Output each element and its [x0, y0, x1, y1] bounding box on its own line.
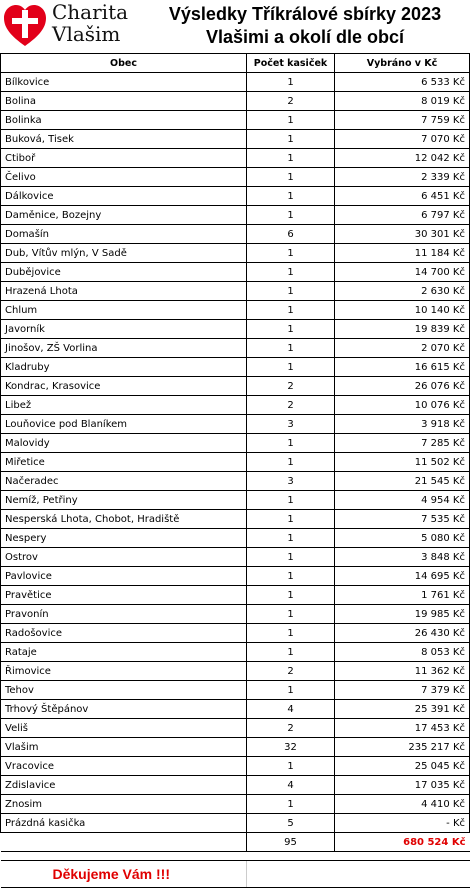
cell-obec: Čelivo — [1, 168, 247, 187]
cell-obec: Javorník — [1, 320, 247, 339]
cell-vybrano: 19 985 Kč — [335, 605, 470, 624]
cell-obec: Pravonín — [1, 605, 247, 624]
cell-vybrano: 11 184 Kč — [335, 244, 470, 263]
cell-obec: Chlum — [1, 301, 247, 320]
table-row — [1, 453, 470, 472]
table-row — [1, 795, 470, 814]
cell-vybrano: 7 759 Kč — [335, 111, 470, 130]
table-row — [1, 738, 470, 757]
cell-obec: Nesperská Lhota, Chobot, Hradiště — [1, 510, 247, 529]
table-row — [1, 111, 470, 130]
total-label-cell — [1, 833, 247, 852]
cell-pocet: 2 — [247, 377, 335, 396]
cell-vybrano: 2 339 Kč — [335, 168, 470, 187]
cell-obec: Vracovice — [1, 757, 247, 776]
cell-vybrano: 10 076 Kč — [335, 396, 470, 415]
cell-pocet: 1 — [247, 187, 335, 206]
cell-obec: Nemíž, Petřiny — [1, 491, 247, 510]
table-body — [1, 73, 470, 833]
table-row — [1, 130, 470, 149]
title-line-2: Vlašimi a okolí dle obcí — [205, 27, 405, 47]
table-row — [1, 662, 470, 681]
cell-pocet: 1 — [247, 130, 335, 149]
cell-obec: Bolina — [1, 92, 247, 111]
cell-pocet: 1 — [247, 757, 335, 776]
thanks-empty-cell — [335, 861, 470, 888]
cell-vybrano: 8 053 Kč — [335, 643, 470, 662]
cell-obec: Ctiboř — [1, 149, 247, 168]
cell-vybrano: 17 035 Kč — [335, 776, 470, 795]
cell-vybrano: 7 535 Kč — [335, 510, 470, 529]
cell-obec: Bolinka — [1, 111, 247, 130]
cell-obec: Kladruby — [1, 358, 247, 377]
cell-vybrano: 7 285 Kč — [335, 434, 470, 453]
cell-pocet: 1 — [247, 168, 335, 187]
table-row — [1, 491, 470, 510]
cell-pocet: 1 — [247, 681, 335, 700]
charita-logo-icon — [3, 4, 47, 48]
cell-pocet: 1 — [247, 282, 335, 301]
table-row — [1, 282, 470, 301]
cell-pocet: 1 — [247, 301, 335, 320]
table-row — [1, 301, 470, 320]
cell-obec: Pavlovice — [1, 567, 247, 586]
cell-vybrano: 16 615 Kč — [335, 358, 470, 377]
cell-vybrano: 3 918 Kč — [335, 415, 470, 434]
cell-obec: Rataje — [1, 643, 247, 662]
thanks-row — [1, 861, 470, 888]
header-pocet: Počet kasiček — [247, 54, 335, 73]
total-row — [1, 833, 470, 852]
table-row — [1, 586, 470, 605]
results-table — [0, 53, 470, 888]
cell-pocet: 1 — [247, 548, 335, 567]
cell-vybrano: 26 076 Kč — [335, 377, 470, 396]
cell-vybrano: 25 391 Kč — [335, 700, 470, 719]
cell-pocet: 1 — [247, 453, 335, 472]
cell-pocet: 4 — [247, 700, 335, 719]
table-row — [1, 168, 470, 187]
cell-obec: Dálkovice — [1, 187, 247, 206]
title-line-1: Výsledky Tříkrálové sbírky 2023 — [168, 4, 442, 24]
cell-obec: Louňovice pod Blaníkem — [1, 415, 247, 434]
cell-pocet: 1 — [247, 567, 335, 586]
cell-vybrano: 17 453 Kč — [335, 719, 470, 738]
cell-vybrano: 5 080 Kč — [335, 529, 470, 548]
cell-pocet: 5 — [247, 814, 335, 833]
cell-vybrano: 2 630 Kč — [335, 282, 470, 301]
table-row — [1, 719, 470, 738]
cell-vybrano: 11 362 Kč — [335, 662, 470, 681]
cell-vybrano: 7 379 Kč — [335, 681, 470, 700]
cell-pocet: 1 — [247, 358, 335, 377]
cell-pocet: 1 — [247, 510, 335, 529]
cell-pocet: 3 — [247, 415, 335, 434]
table-row — [1, 415, 470, 434]
cell-pocet: 1 — [247, 206, 335, 225]
table-row — [1, 225, 470, 244]
cell-obec: Nespery — [1, 529, 247, 548]
cell-pocet: 1 — [247, 339, 335, 358]
cell-vybrano: 7 070 Kč — [335, 130, 470, 149]
table-header-row — [1, 54, 470, 73]
cell-vybrano: 3 848 Kč — [335, 548, 470, 567]
cell-obec: Načeradec — [1, 472, 247, 491]
total-count: 95 — [247, 833, 335, 852]
spacer-row — [1, 852, 470, 861]
cell-pocet: 1 — [247, 111, 335, 130]
cell-obec: Prázdná kasička — [1, 814, 247, 833]
cell-vybrano: 6 797 Kč — [335, 206, 470, 225]
cell-vybrano: 2 070 Kč — [335, 339, 470, 358]
cell-vybrano: 26 430 Kč — [335, 624, 470, 643]
cell-obec: Buková, Tisek — [1, 130, 247, 149]
cell-obec: Dubějovice — [1, 263, 247, 282]
cell-pocet: 1 — [247, 320, 335, 339]
table-row — [1, 681, 470, 700]
cell-vybrano: 10 140 Kč — [335, 301, 470, 320]
cell-pocet: 3 — [247, 472, 335, 491]
table-row — [1, 396, 470, 415]
cell-obec: Malovidy — [1, 434, 247, 453]
cell-obec: Pravětice — [1, 586, 247, 605]
cell-vybrano: 1 761 Kč — [335, 586, 470, 605]
cell-obec: Libež — [1, 396, 247, 415]
cell-pocet: 2 — [247, 719, 335, 738]
cell-pocet: 1 — [247, 529, 335, 548]
table-row — [1, 377, 470, 396]
header-obec: Obec — [1, 54, 247, 73]
thanks-message: Děkujeme Vám !!! — [52, 866, 170, 882]
cell-obec: Ostrov — [1, 548, 247, 567]
thanks-empty-cell — [247, 861, 335, 888]
table-row — [1, 814, 470, 833]
table-row — [1, 624, 470, 643]
cell-obec: Tehov — [1, 681, 247, 700]
table-row — [1, 567, 470, 586]
table-row — [1, 244, 470, 263]
cell-vybrano: 6 451 Kč — [335, 187, 470, 206]
cell-pocet: 1 — [247, 605, 335, 624]
cell-obec: Jinošov, ZŠ Vorlina — [1, 339, 247, 358]
cell-pocet: 32 — [247, 738, 335, 757]
cell-obec: Dub, Vítův mlýn, V Sadě — [1, 244, 247, 263]
cell-obec: Znosim — [1, 795, 247, 814]
table-row — [1, 529, 470, 548]
cell-pocet: 1 — [247, 73, 335, 92]
page-header — [0, 0, 470, 52]
brand-line-2: Vlašim — [52, 22, 121, 46]
cell-obec: Miřetice — [1, 453, 247, 472]
cell-vybrano: 4 954 Kč — [335, 491, 470, 510]
table-row — [1, 339, 470, 358]
cell-vybrano: 11 502 Kč — [335, 453, 470, 472]
table-row — [1, 149, 470, 168]
table-row — [1, 700, 470, 719]
cell-pocet: 2 — [247, 662, 335, 681]
cell-obec: Veliš — [1, 719, 247, 738]
table-row — [1, 757, 470, 776]
cell-vybrano: 14 695 Kč — [335, 567, 470, 586]
cell-pocet: 1 — [247, 263, 335, 282]
cell-vybrano: 4 410 Kč — [335, 795, 470, 814]
cell-obec: Bílkovice — [1, 73, 247, 92]
cell-vybrano: - Kč — [335, 814, 470, 833]
thanks-cell — [1, 861, 247, 888]
table-row — [1, 472, 470, 491]
cell-pocet: 6 — [247, 225, 335, 244]
cell-pocet: 1 — [247, 149, 335, 168]
cell-obec: Domašín — [1, 225, 247, 244]
table-row — [1, 320, 470, 339]
table-row — [1, 643, 470, 662]
cell-vybrano: 8 019 Kč — [335, 92, 470, 111]
cell-obec: Radošovice — [1, 624, 247, 643]
cell-pocet: 1 — [247, 491, 335, 510]
cell-vybrano: 12 042 Kč — [335, 149, 470, 168]
cell-pocet: 1 — [247, 624, 335, 643]
cell-vybrano: 21 545 Kč — [335, 472, 470, 491]
cell-vybrano: 14 700 Kč — [335, 263, 470, 282]
table-row — [1, 434, 470, 453]
page-title — [140, 3, 470, 49]
cell-pocet: 1 — [247, 434, 335, 453]
cell-pocet: 1 — [247, 643, 335, 662]
cell-vybrano: 25 045 Kč — [335, 757, 470, 776]
cell-obec: Řimovice — [1, 662, 247, 681]
cell-vybrano: 19 839 Kč — [335, 320, 470, 339]
cell-vybrano: 30 301 Kč — [335, 225, 470, 244]
cell-pocet: 1 — [247, 795, 335, 814]
header-vybrano: Vybráno v Kč — [335, 54, 470, 73]
table-row — [1, 73, 470, 92]
cell-pocet: 2 — [247, 92, 335, 111]
brand-line-1: Charita — [52, 0, 129, 24]
table-row — [1, 776, 470, 795]
table-row — [1, 605, 470, 624]
table-row — [1, 187, 470, 206]
cell-pocet: 2 — [247, 396, 335, 415]
table-row — [1, 358, 470, 377]
cell-obec: Hrazená Lhota — [1, 282, 247, 301]
table-row — [1, 548, 470, 567]
cell-obec: Vlašim — [1, 738, 247, 757]
cell-obec: Zdislavice — [1, 776, 247, 795]
cell-obec: Kondrac, Krasovice — [1, 377, 247, 396]
table-row — [1, 92, 470, 111]
table-row — [1, 263, 470, 282]
cell-vybrano: 235 217 Kč — [335, 738, 470, 757]
cell-pocet: 4 — [247, 776, 335, 795]
cell-obec: Trhový Štěpánov — [1, 700, 247, 719]
cell-vybrano: 6 533 Kč — [335, 73, 470, 92]
brand-name — [52, 1, 128, 45]
total-amount: 680 524 Kč — [335, 833, 470, 852]
table-row — [1, 206, 470, 225]
cell-obec: Daměnice, Bozejny — [1, 206, 247, 225]
table-row — [1, 510, 470, 529]
cell-pocet: 1 — [247, 244, 335, 263]
cell-pocet: 1 — [247, 586, 335, 605]
